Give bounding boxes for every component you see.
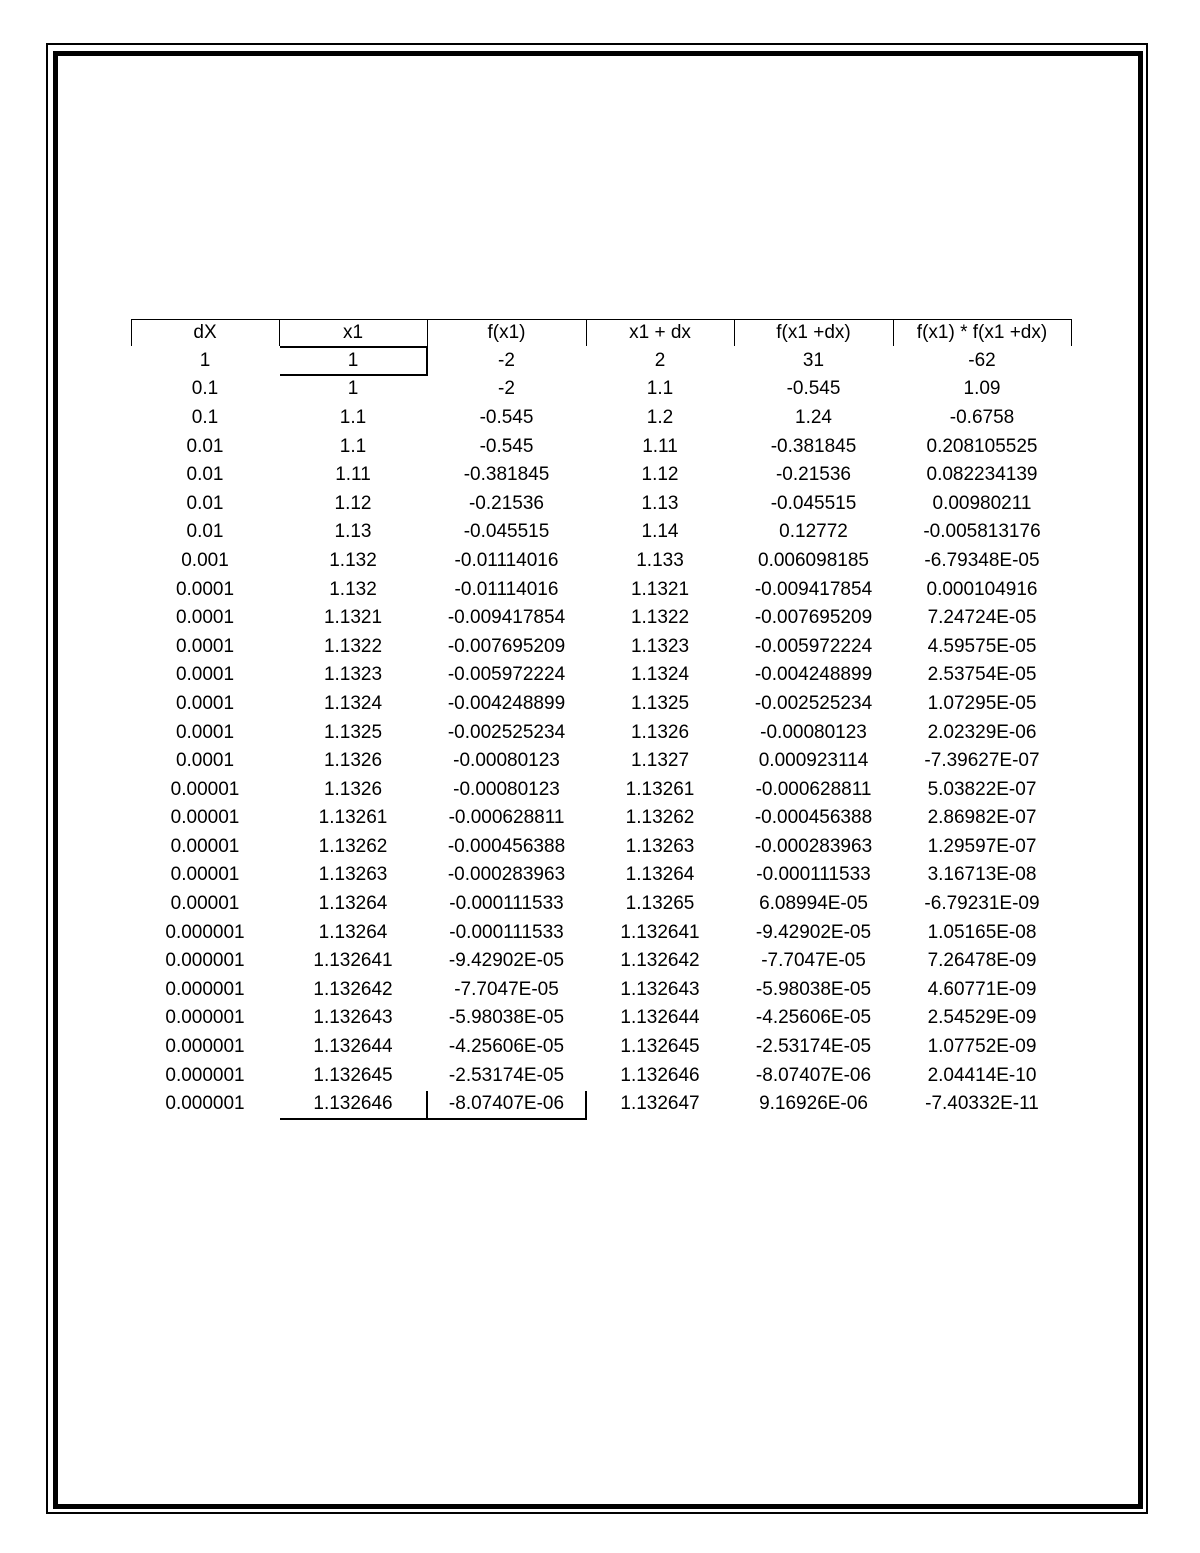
table-row	[131, 690, 1071, 719]
dx-cell: 0.00001	[170, 893, 240, 915]
f-x1-plus-dx-cell: -0.000628811	[755, 778, 872, 800]
product-cell: 1.29597E-07	[927, 835, 1037, 857]
f-x1-plus-dx-cell: -0.004248899	[754, 664, 873, 686]
x1-cell: 1.1325	[323, 721, 383, 743]
f-x1-plus-dx-cell: -0.007695209	[754, 607, 873, 629]
dx-cell: 1	[199, 349, 211, 371]
x1-plus-dx-cell: 1.13265	[625, 893, 695, 915]
f-x1-plus-dx-cell: 9.16926E-06	[759, 1093, 868, 1115]
f-x1-plus-dx-cell: -0.000456388	[754, 807, 873, 829]
dx-cell: 0.00001	[170, 835, 240, 857]
x1-cell: 1.13263	[318, 864, 388, 886]
table-row	[131, 1061, 1071, 1090]
x1-plus-dx-cell: 1.1	[646, 378, 674, 400]
product-cell: -7.39627E-07	[924, 750, 1040, 772]
f-x1-cell: -0.545	[479, 435, 534, 457]
x1-cell: 1.132646	[279, 1090, 427, 1119]
x1-cell: 1.132644	[313, 1036, 393, 1058]
table-row	[131, 347, 1071, 376]
table-row	[131, 918, 1071, 947]
f-x1-cell: -0.01114016	[454, 578, 559, 600]
x1-cell: 1.132	[329, 578, 377, 600]
column-header-f-x1: f(x1)	[427, 320, 586, 347]
table-row	[131, 947, 1071, 976]
table-row	[131, 747, 1071, 776]
f-x1-cell: -5.98038E-05	[448, 1007, 565, 1029]
f-x1-plus-dx-cell: -0.000111533	[756, 864, 871, 886]
dx-cell: 0.000001	[165, 978, 245, 1000]
x1-plus-dx-cell: 1.1322	[630, 607, 690, 629]
product-cell: 2.02329E-06	[927, 721, 1037, 743]
table-row	[131, 775, 1071, 804]
table-row	[131, 661, 1071, 690]
f-x1-cell: -2	[498, 349, 515, 371]
f-x1-plus-dx-cell: -9.42902E-05	[755, 921, 872, 943]
product-cell: 0.208105525	[926, 435, 1038, 457]
product-cell: 7.26478E-09	[927, 950, 1037, 972]
dx-cell: 0.0001	[175, 692, 235, 714]
dx-cell: 0.000001	[165, 1007, 245, 1029]
table-row	[131, 432, 1071, 461]
x1-cell: 1.132643	[313, 1007, 393, 1029]
f-x1-plus-dx-cell: 0.006098185	[758, 549, 869, 571]
table-row	[131, 861, 1071, 890]
x1-plus-dx-cell: 1.132643	[620, 978, 700, 1000]
product-cell: 4.60771E-09	[927, 978, 1037, 1000]
product-cell: -0.005813176	[923, 521, 1041, 543]
x1-plus-dx-cell: 2	[654, 349, 666, 371]
x1-plus-dx-cell: 1.1327	[630, 750, 690, 772]
x1-cell: 1	[347, 378, 359, 400]
f-x1-plus-dx-cell: -4.25606E-05	[755, 1007, 872, 1029]
product-cell: 0.00980211	[932, 492, 1032, 514]
x1-plus-dx-cell: 1.1324	[630, 664, 690, 686]
table-row	[131, 547, 1071, 576]
f-x1-cell: -0.002525234	[447, 721, 566, 743]
dx-cell: 0.00001	[170, 807, 240, 829]
product-cell: -0.6758	[949, 406, 1015, 428]
table-row	[131, 890, 1071, 919]
f-x1-plus-dx-cell: -7.7047E-05	[761, 950, 866, 972]
x1-plus-dx-cell: 1.132647	[620, 1093, 700, 1115]
f-x1-plus-dx-cell: -0.000283963	[754, 835, 873, 857]
f-x1-plus-dx-cell: -0.002525234	[754, 692, 873, 714]
product-cell: -62	[968, 349, 996, 371]
f-x1-cell: -0.381845	[463, 464, 550, 486]
f-x1-cell: -0.000111533	[449, 893, 564, 915]
product-cell: 1.09	[963, 378, 1001, 400]
f-x1-plus-dx-cell: -0.381845	[770, 435, 857, 457]
f-x1-plus-dx-cell: -5.98038E-05	[755, 978, 872, 1000]
x1-plus-dx-cell: 1.12	[641, 464, 679, 486]
x1-cell: 1.1326	[323, 778, 383, 800]
dx-cell: 0.0001	[175, 578, 235, 600]
x1-plus-dx-cell: 1.132642	[620, 950, 700, 972]
x1-cell: 1	[279, 347, 427, 376]
f-x1-cell: -9.42902E-05	[448, 950, 565, 972]
f-x1-cell: -4.25606E-05	[448, 1036, 565, 1058]
product-cell: -7.40332E-11	[925, 1093, 1039, 1115]
x1-cell: 1.13261	[318, 807, 388, 829]
x1-cell: 1.1	[339, 406, 367, 428]
product-cell: 0.082234139	[926, 464, 1038, 486]
f-x1-plus-dx-cell: 6.08994E-05	[759, 893, 868, 915]
x1-plus-dx-cell: 1.13261	[625, 778, 695, 800]
x1-plus-dx-cell: 1.2	[646, 406, 674, 428]
table-row	[131, 718, 1071, 747]
f-x1-plus-dx-cell: 31	[802, 349, 825, 371]
product-cell: 1.07295E-05	[927, 692, 1037, 714]
f-x1-plus-dx-cell: -0.009417854	[754, 578, 873, 600]
f-x1-plus-dx-cell: 0.000923114	[758, 750, 869, 772]
x1-cell: 1.1324	[323, 692, 383, 714]
product-cell: 2.53754E-05	[927, 664, 1037, 686]
f-x1-cell: -0.000283963	[447, 864, 566, 886]
column-header-f-x1-plus-dx: f(x1 +dx)	[734, 320, 893, 347]
f-x1-plus-dx-cell: -0.005972224	[754, 635, 873, 657]
f-x1-cell: -0.21536	[468, 492, 544, 514]
x1-plus-dx-cell: 1.13	[641, 492, 679, 514]
x1-cell: 1.12	[334, 492, 372, 514]
dx-cell: 0.000001	[165, 921, 245, 943]
x1-plus-dx-cell: 1.132641	[620, 921, 700, 943]
x1-cell: 1.1322	[323, 635, 383, 657]
table-row	[131, 632, 1071, 661]
f-x1-cell: -0.045515	[463, 521, 550, 543]
dx-cell: 0.01	[186, 435, 224, 457]
product-cell: -6.79348E-05	[924, 549, 1040, 571]
product-cell: 1.07752E-09	[927, 1036, 1037, 1058]
table-row	[131, 404, 1071, 433]
dx-cell: 0.00001	[170, 778, 240, 800]
f-x1-cell: -0.000456388	[447, 835, 566, 857]
column-header-x1: x1	[279, 320, 427, 347]
product-cell: 1.05165E-08	[927, 921, 1037, 943]
x1-cell: 1.13	[334, 521, 372, 543]
column-header-x1-plus-dx: x1 + dx	[586, 320, 734, 347]
x1-plus-dx-cell: 1.1321	[630, 578, 690, 600]
f-x1-cell: -7.7047E-05	[454, 978, 559, 1000]
column-header-dx: dX	[131, 320, 279, 347]
x1-plus-dx-cell: 1.132646	[620, 1064, 700, 1086]
product-cell: 0.000104916	[926, 578, 1038, 600]
table-body	[131, 347, 1071, 1119]
x1-plus-dx-cell: 1.1325	[630, 692, 690, 714]
product-cell: -6.79231E-09	[924, 893, 1040, 915]
x1-plus-dx-cell: 1.133	[636, 549, 684, 571]
x1-cell: 1.13264	[318, 921, 388, 943]
x1-cell: 1.1321	[323, 607, 383, 629]
product-cell: 2.54529E-09	[927, 1007, 1037, 1029]
dx-cell: 0.01	[186, 521, 224, 543]
f-x1-cell: -0.00080123	[453, 750, 560, 772]
product-cell: 5.03822E-07	[927, 778, 1037, 800]
dx-cell: 0.000001	[165, 1093, 245, 1115]
x1-cell: 1.1	[339, 435, 367, 457]
x1-cell: 1.1323	[323, 664, 383, 686]
f-x1-plus-dx-cell: -0.21536	[775, 464, 851, 486]
table-row	[131, 833, 1071, 862]
x1-plus-dx-cell: 1.13263	[625, 835, 695, 857]
f-x1-plus-dx-cell: 1.24	[795, 406, 832, 428]
x1-cell: 1.1326	[323, 750, 383, 772]
table-row	[131, 375, 1071, 404]
x1-cell: 1.132641	[313, 950, 393, 972]
dx-cell: 0.0001	[175, 664, 235, 686]
x1-plus-dx-cell: 1.1323	[630, 635, 690, 657]
dx-cell: 0.0001	[175, 721, 235, 743]
dx-cell: 0.1	[191, 378, 219, 400]
x1-plus-dx-cell: 1.132645	[620, 1036, 700, 1058]
table-row	[131, 604, 1071, 633]
table-row	[131, 1090, 1071, 1119]
product-cell: 7.24724E-05	[927, 607, 1037, 629]
dx-cell: 0.0001	[175, 607, 235, 629]
f-x1-cell: -0.01114016	[454, 549, 559, 571]
x1-cell: 1.13264	[318, 893, 388, 915]
table-row	[131, 804, 1071, 833]
x1-cell: 1.132642	[313, 978, 393, 1000]
f-x1-cell: -0.007695209	[447, 635, 566, 657]
x1-plus-dx-cell: 1.1326	[630, 721, 690, 743]
table-row	[131, 489, 1071, 518]
product-cell: 4.59575E-05	[927, 635, 1037, 657]
x1-plus-dx-cell: 1.132644	[620, 1007, 700, 1029]
bisection-table	[130, 319, 1072, 1120]
column-header-product: f(x1) * f(x1 +dx)	[893, 320, 1071, 347]
f-x1-cell: -8.07407E-06	[427, 1090, 586, 1119]
dx-cell: 0.00001	[170, 864, 240, 886]
dx-cell: 0.1	[191, 406, 219, 428]
x1-cell: 1.132645	[313, 1064, 393, 1086]
dx-cell: 0.000001	[165, 1036, 245, 1058]
dx-cell: 0.0001	[175, 750, 235, 772]
dx-cell: 0.01	[186, 492, 224, 514]
f-x1-cell: -0.005972224	[447, 664, 566, 686]
table-header-row	[131, 320, 1071, 347]
x1-plus-dx-cell: 1.13264	[625, 864, 695, 886]
x1-cell: 1.132	[329, 549, 377, 571]
f-x1-cell: -0.004248899	[447, 692, 566, 714]
f-x1-plus-dx-cell: -2.53174E-05	[755, 1036, 872, 1058]
x1-plus-dx-cell: 1.11	[642, 435, 678, 457]
x1-plus-dx-cell: 1.14	[641, 521, 679, 543]
x1-cell: 1.13262	[318, 835, 388, 857]
f-x1-cell: -0.009417854	[447, 607, 566, 629]
dx-cell: 0.000001	[165, 1064, 245, 1086]
bisection-table-container	[130, 319, 1070, 1120]
table-row	[131, 1033, 1071, 1062]
table-row	[131, 575, 1071, 604]
table-row	[131, 518, 1071, 547]
f-x1-cell: -0.545	[479, 406, 534, 428]
f-x1-plus-dx-cell: -8.07407E-06	[755, 1064, 872, 1086]
f-x1-cell: -0.00080123	[453, 778, 560, 800]
f-x1-plus-dx-cell: -0.045515	[770, 492, 857, 514]
f-x1-cell: -0.000628811	[448, 807, 565, 829]
dx-cell: 0.001	[181, 549, 229, 571]
table-row	[131, 461, 1071, 490]
f-x1-cell: -0.000111533	[449, 921, 564, 943]
table-row	[131, 1004, 1071, 1033]
f-x1-plus-dx-cell: -0.545	[786, 378, 841, 400]
product-cell: 3.16713E-08	[927, 864, 1037, 886]
table-row	[131, 976, 1071, 1005]
dx-cell: 0.0001	[175, 635, 235, 657]
x1-plus-dx-cell: 1.13262	[625, 807, 695, 829]
x1-cell: 1.11	[335, 464, 371, 486]
f-x1-cell: -2	[498, 378, 515, 400]
f-x1-cell: -2.53174E-05	[448, 1064, 565, 1086]
product-cell: 2.86982E-07	[927, 807, 1037, 829]
product-cell: 2.04414E-10	[927, 1064, 1037, 1086]
dx-cell: 0.000001	[165, 950, 245, 972]
f-x1-plus-dx-cell: 0.12772	[779, 521, 848, 543]
f-x1-plus-dx-cell: -0.00080123	[760, 721, 867, 743]
dx-cell: 0.01	[186, 464, 224, 486]
